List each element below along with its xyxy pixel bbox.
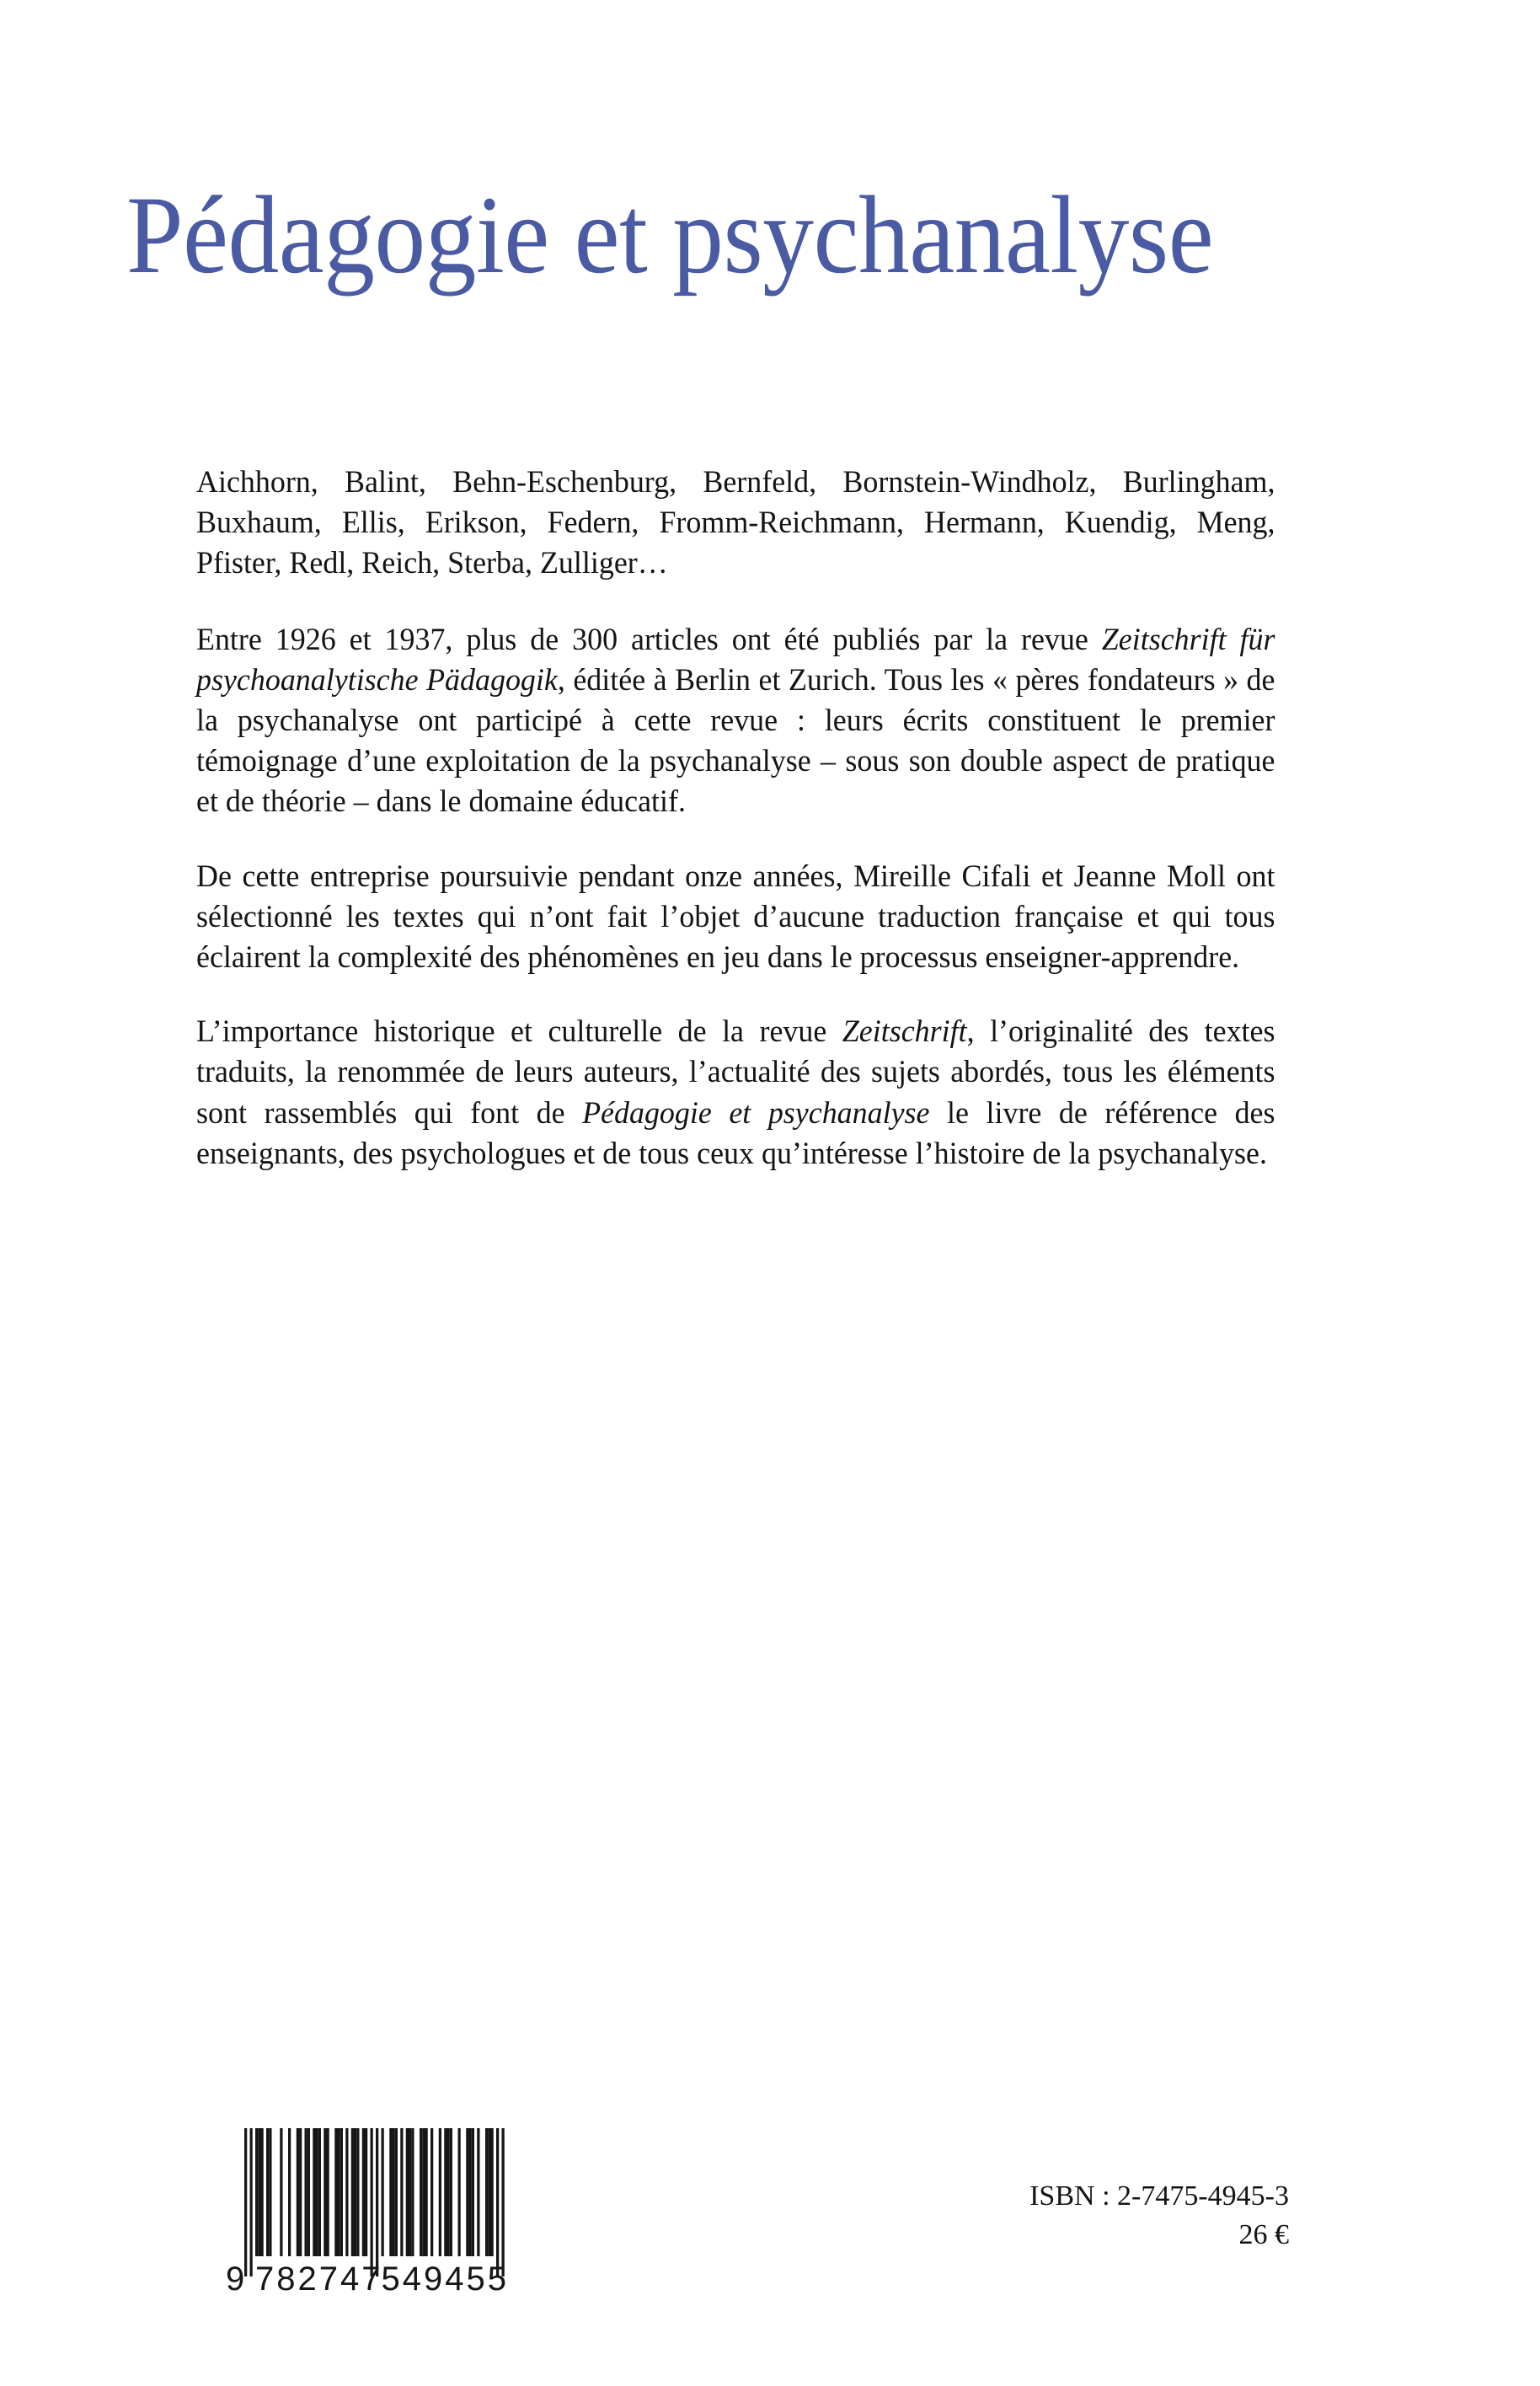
paragraph-importance: L’importance historique et culturelle de la revue Zeitschrift, l’originalité des textes traduits, la renommée de leurs auteurs, l’actualité des sujets abordés, tous les éléments sont rassemblés qui font de Pédagogie et psychanalyse le livre de référence des enseignants, des psychologues et de tous ceux qu’intéresse l’histoire de la psychanalyse. — [196, 1014, 1275, 1170]
paragraph-editors: De cette entreprise poursuivie pendant onze années, Mireille Cifali et Jeanne Moll ont sélectionné les textes qui n’ont fait l’objet d’aucune traduction française et qui tous éclairent la complexité des phénomènes en jeu dans le processus enseigner-apprendre. — [196, 858, 1275, 975]
svg-text:9: 9 — [226, 2260, 248, 2298]
blurb-text-block — [196, 462, 1291, 1174]
svg-text:782747: 782747 — [255, 2260, 383, 2298]
italic-run: Zeitschrift — [842, 1014, 967, 1049]
price-text: 26 € — [1238, 2219, 1289, 2250]
svg-text:549455: 549455 — [381, 2260, 509, 2298]
page-title: Pédagogie et psychanalyse — [126, 173, 1214, 297]
barcode-icon — [226, 2125, 563, 2306]
isbn-text: ISBN : 2-7475-4945-3 — [1029, 2180, 1289, 2212]
ean13-barcode — [226, 2125, 563, 2306]
paragraph-authors: Aichhorn, Balint, Behn-Eschenburg, Bernfeld, Bornstein-Windholz, Burlingham, Buxhaum, Ellis, Erikson, Federn, Fromm-Reichmann, Hermann, Kuendig, Meng, Pfister, Redl, Reich, Sterba, Zulliger… — [196, 464, 1275, 580]
imprint-block — [851, 2177, 1289, 2255]
paragraph-history: Entre 1926 et 1937, plus de 300 articles ont été publiés par la revue Zeitschrift für psychoanalytische Pädagogik, éditée à Berlin et Zurich. Tous les « pères fondateurs » de la psychanalyse ont participé à cette revue : leurs écrits constituent le premier témoignage d’une exploitation de la psychanalyse – sous son double aspect de pratique et de théorie – dans le domaine éducatif. — [196, 621, 1275, 819]
italic-run: Pédagogie et psychanalyse — [582, 1094, 930, 1130]
italic-run: Zeitschrift für psychoanalytische Pädagogik — [196, 621, 1275, 697]
